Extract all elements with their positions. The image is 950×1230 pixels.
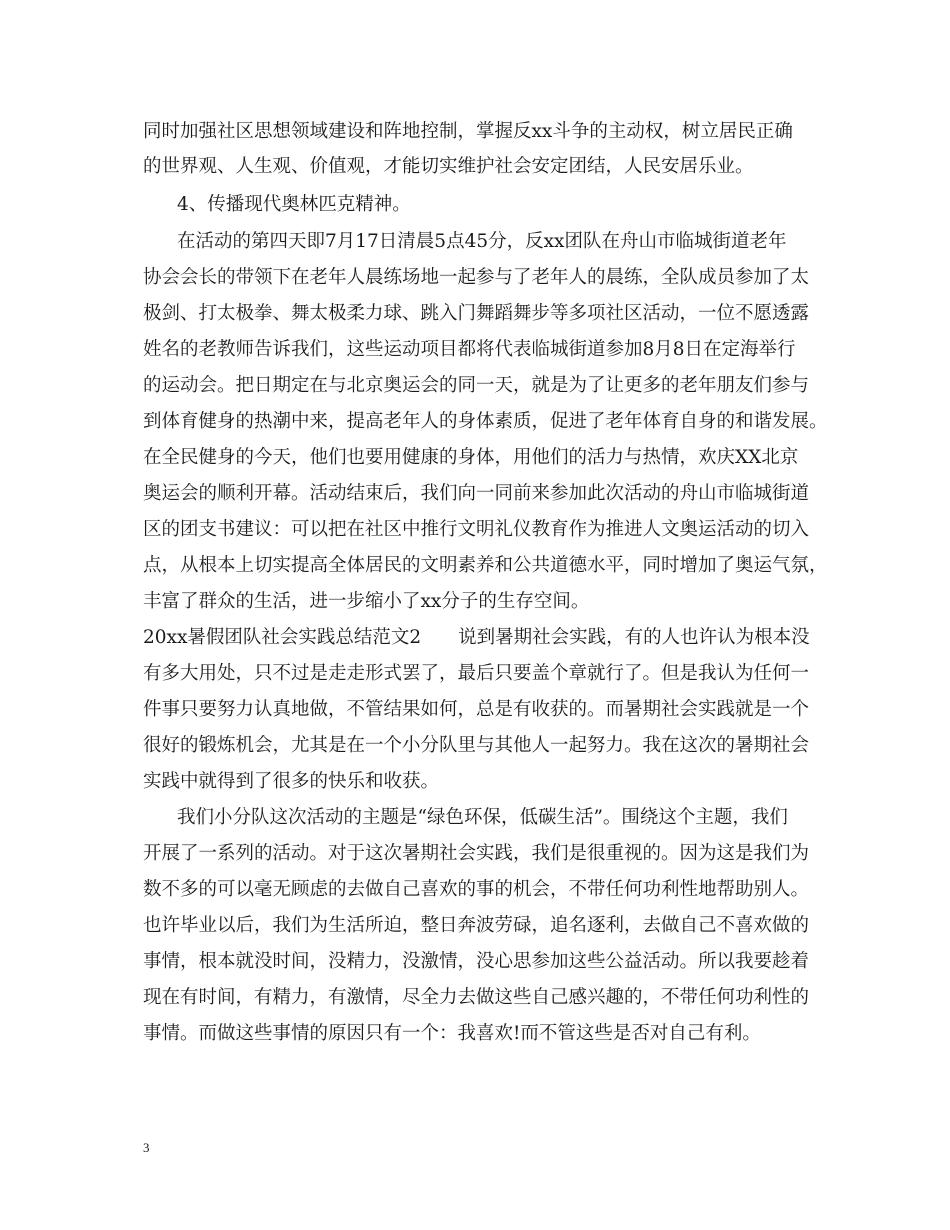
text-line: 同时加强社区思想领域建设和阵地控制，掌握反xx斗争的主动权，树立居民正确 xyxy=(143,121,793,142)
text-line: 事情。而做这些事情的原因只有一个：我喜欢!而不管这些是否对自己有利。 xyxy=(143,1023,761,1044)
text-line: 在全民健身的今天，他们也要用健康的身体，用他们的活力与热情，欢庆XX北京 xyxy=(143,447,799,468)
text-line: 在活动的第四天即7月17日清晨5点45分，反xx团队在舟山市临城街道老年 xyxy=(177,231,787,252)
text-line: 的运动会。把日期定在与北京奥运会的同一天，就是为了让更多的老年朋友们参与 xyxy=(143,375,810,396)
text-line: 也许毕业以后，我们为生活所迫，整日奔波劳碌，追名逐利，去做自己不喜欢做的 xyxy=(143,915,810,936)
list-heading: 4、传播现代奥林匹克精神。 xyxy=(177,194,411,215)
text-line: 极剑、打太极拳、舞太极柔力球、跳入门舞蹈舞步等多项社区活动，一位不愿透露 xyxy=(143,303,810,324)
text-line: 姓名的老教师告诉我们，这些运动项目都将代表临城街道参加8月8日在定海举行 xyxy=(143,339,796,360)
text-line: 点，从根本上切实提高全体居民的文明素养和公共道德水平，同时增加了奥运气氛， xyxy=(143,555,828,576)
text-line: 开展了一系列的活动。对于这次暑期社会实践，我们是很重视的。因为这是我们为 xyxy=(143,843,810,864)
text-line: 实践中就得到了很多的快乐和收获。 xyxy=(143,771,440,792)
text-line: 的世界观、人生观、价值观，才能切实维护社会安定团结，人民安居乐业。 xyxy=(143,156,754,177)
text-line: 有多大用处，只不过是走走形式罢了，最后只要盖个章就行了。但是我认为任何一 xyxy=(143,663,810,684)
text-line: 事情，根本就没时间，没精力，没激情，没心思参加这些公益活动。所以我要趁着 xyxy=(143,951,810,972)
text-line: 现在有时间，有精力，有激情，尽全力去做这些自己感兴趣的，不带任何功利性的 xyxy=(143,987,810,1008)
text-line: 协会会长的带领下在老年人晨练场地一起参与了老年人的晨练，全队成员参加了太 xyxy=(143,267,810,288)
text-line: 我们小分队这次活动的主题是“绿色环保，低碳生活”。围绕这个主题，我们 xyxy=(177,807,788,828)
text-line: 很好的锻炼机会，尤其是在一个小分队里与其他人一起努力。我在这次的暑期社会 xyxy=(143,735,810,756)
text-line: 数不多的可以毫无顾虑的去做自己喜欢的事的机会，不带任何功利性地帮助别人。 xyxy=(143,879,810,900)
text-line: 奥运会的顺利开幕。活动结束后，我们向一同前来参加此次活动的舟山市临城街道 xyxy=(143,483,810,504)
text-line: 件事只要努力认真地做，不管结果如何，总是有收获的。而暑期社会实践就是一个 xyxy=(143,699,810,720)
page-number: 3 xyxy=(143,1140,150,1155)
text-line: 到体育健身的热潮中来，提高老年人的身体素质，促进了老年体育自身的和谐发展。 xyxy=(143,411,828,432)
text-line: 丰富了群众的生活，进一步缩小了xx分子的生存空间。 xyxy=(143,591,590,612)
text-line: 区的团支书建议：可以把在社区中推行文明礼仪教育作为推进人文奥运活动的切入 xyxy=(143,519,810,540)
section-heading-line: 20xx暑假团队社会实践总结范文2 说到暑期社会实践，有的人也许认为根本没 xyxy=(143,627,810,648)
